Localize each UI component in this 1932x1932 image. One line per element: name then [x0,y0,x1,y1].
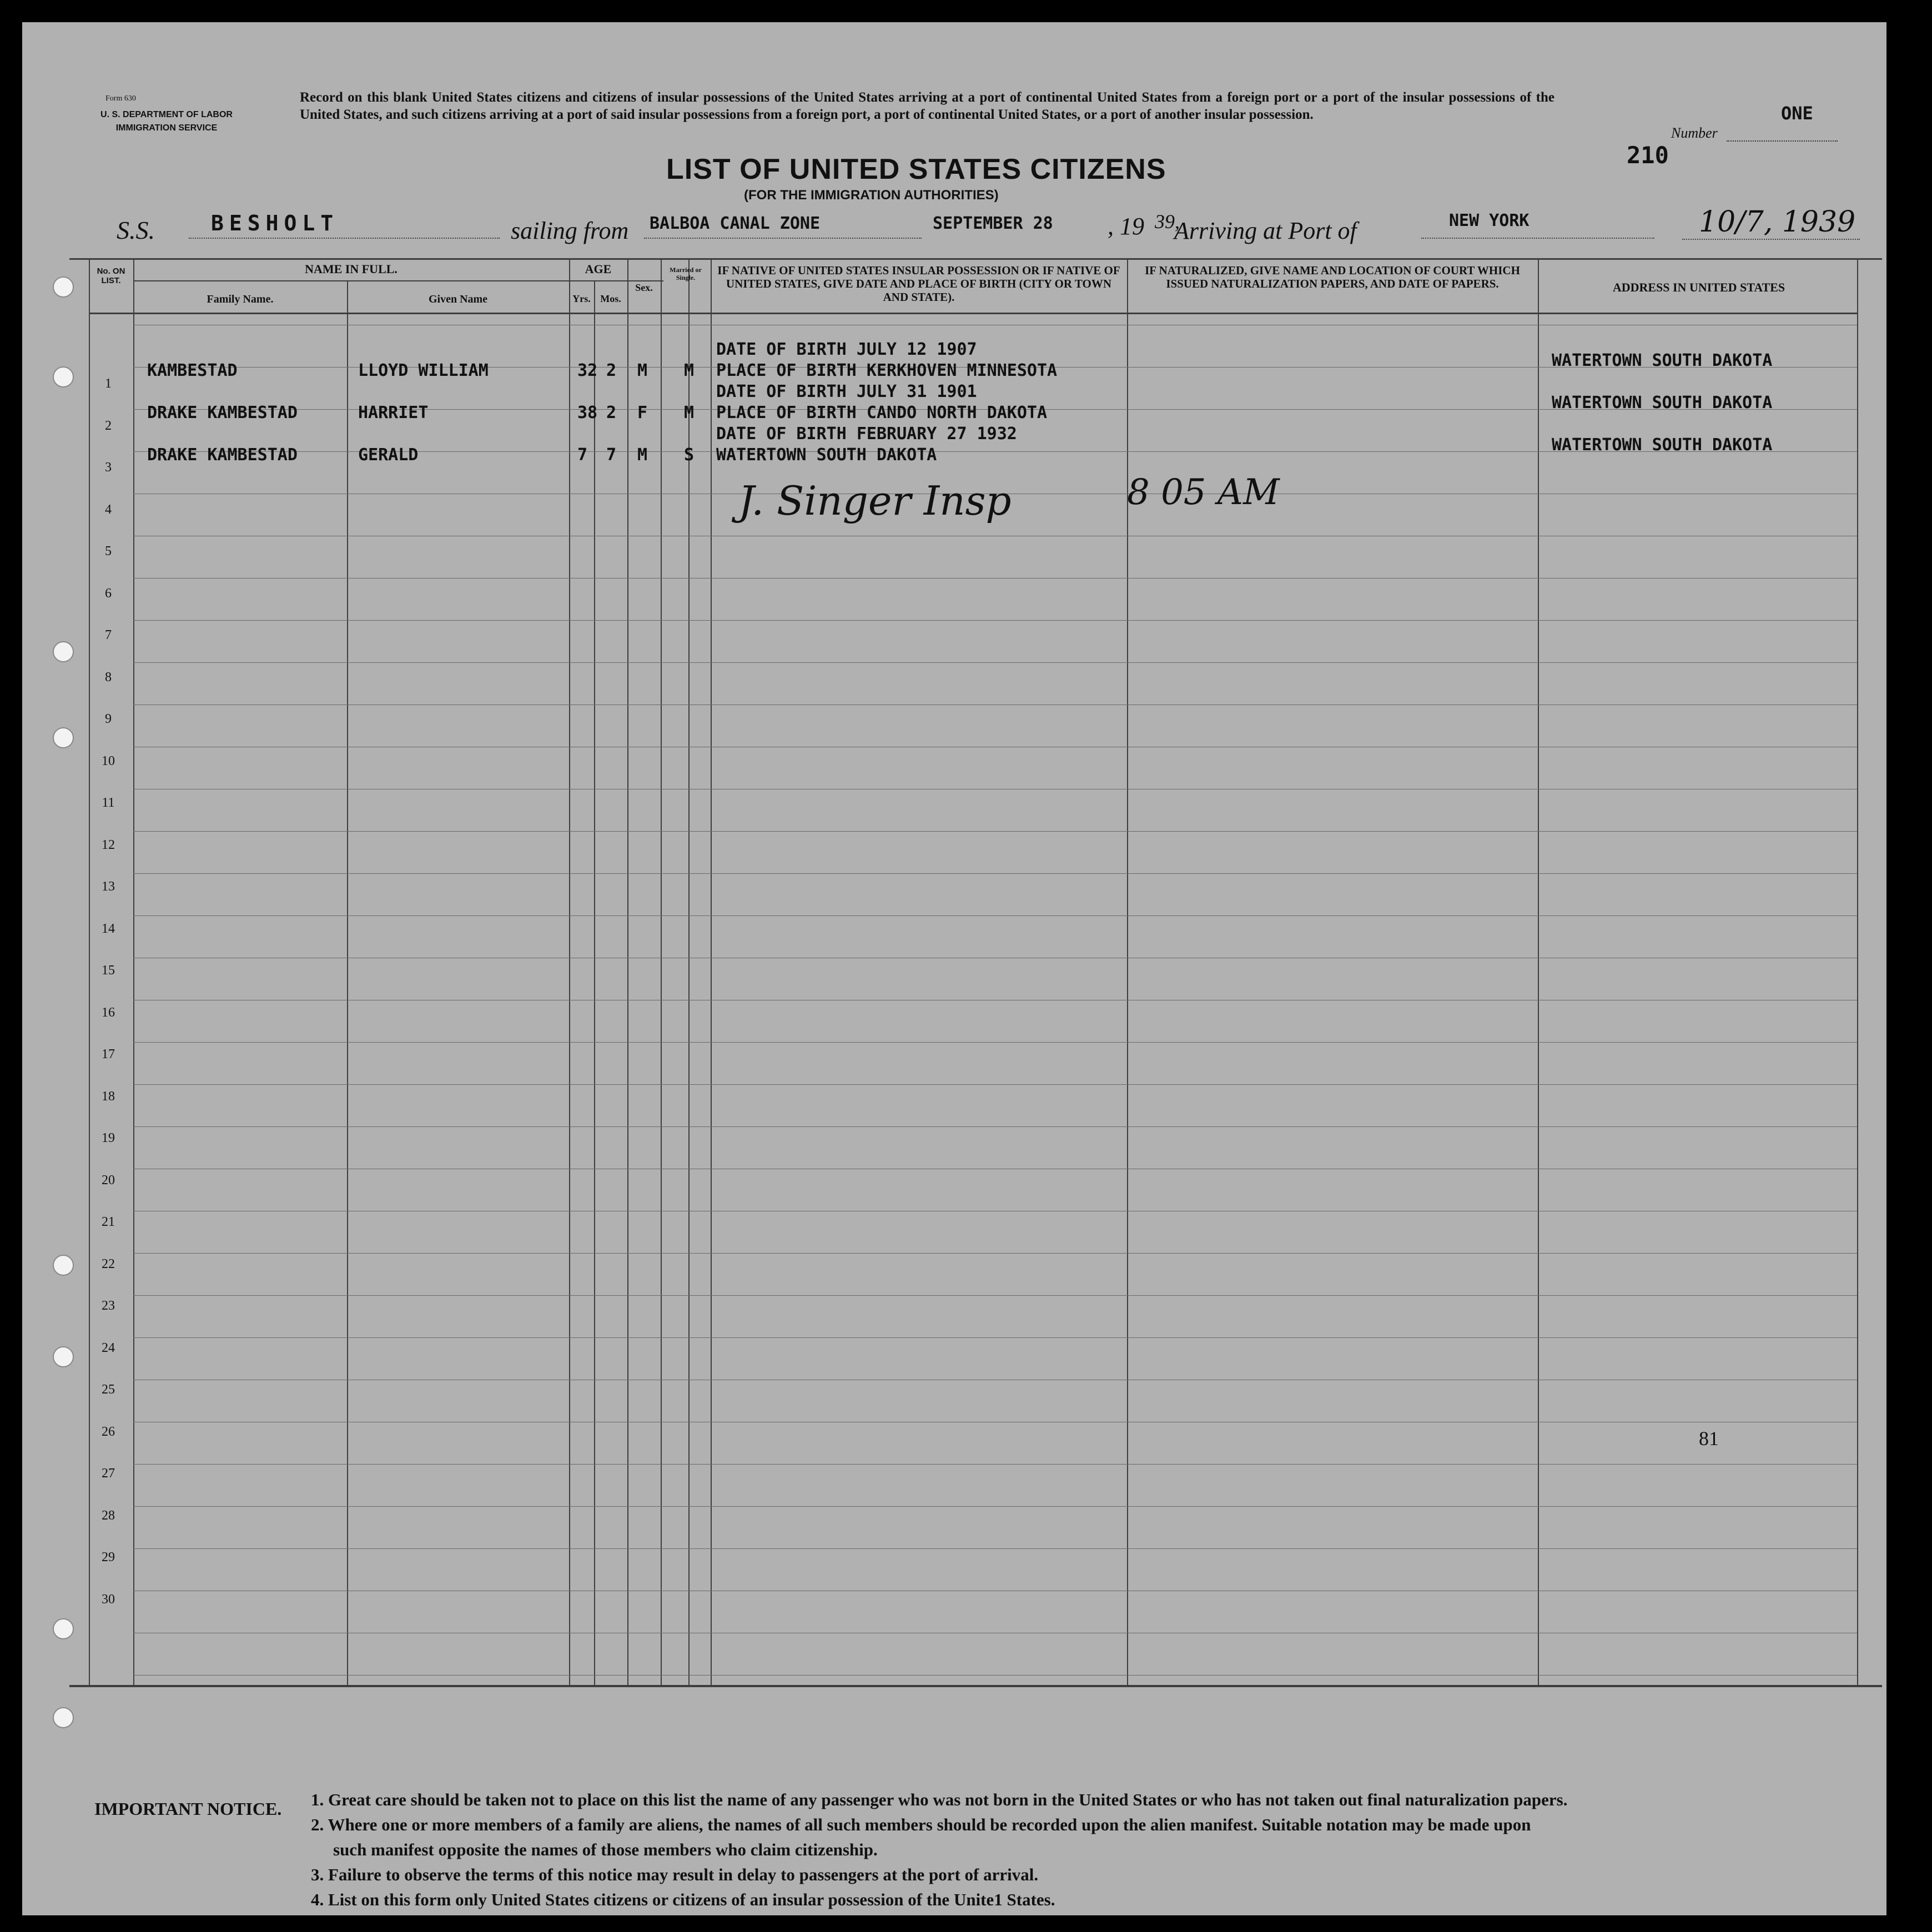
family-name-cell: DRAKE KAMBESTAD [147,403,298,422]
col-divider-ms2 [711,258,712,1685]
punch-hole [53,641,74,662]
notice-label: IMPORTANT NOTICE. [94,1799,282,1819]
col-divider-sex [661,258,662,1685]
row-number: 10 [102,753,115,768]
row-number: 30 [102,1592,115,1607]
row-number: 21 [102,1215,115,1229]
header-given-name: Given Name [428,293,488,305]
row-number: 17 [102,1047,115,1061]
col-divider-no [133,258,134,1685]
arrival-date-dotline [1682,239,1860,240]
year-prefix: , 19 [1108,213,1144,240]
row-number: 8 [105,670,112,685]
birth-place-cell: WATERTOWN SOUTH DAKOTA [716,445,937,465]
sailing-date: SEPTEMBER 28 [933,214,1053,233]
given-name-cell: HARRIET [358,403,429,422]
row-rule [133,1253,1857,1254]
row-rule [133,1675,1857,1676]
row-number: 4 [105,502,112,517]
age-months-cell: 2 [606,361,617,380]
row-number: 12 [102,837,115,852]
port-from: BALBOA CANAL ZONE [650,214,821,233]
age-months-cell: 7 [606,445,617,465]
row-number: 22 [102,1256,115,1271]
age-months-cell: 2 [606,403,617,422]
notice-item: 3. Failure to observe the terms of this notice may result in delay to passengers at the port of arrival. [311,1864,1039,1884]
row-number: 19 [102,1131,115,1145]
port-arrival: NEW YORK [1449,211,1530,230]
table-right-border [1857,258,1858,1685]
row-number: 18 [102,1089,115,1104]
marital-status-cell: M [684,403,695,422]
header-age: AGE [585,262,612,276]
page-subtitle: (FOR THE IMMIGRATION AUTHORITIES) [744,188,999,203]
family-name-cell: DRAKE KAMBESTAD [147,445,298,465]
age-years-cell: 38 [577,403,598,422]
number-value: ONE [1781,103,1813,124]
form-number: Form 630 [105,94,136,103]
address-cell: WATERTOWN SOUTH DAKOTA [1552,351,1773,370]
row-number: 15 [102,963,115,978]
punch-hole [53,276,74,298]
row-number: 13 [102,879,115,894]
row-number: 25 [102,1382,115,1397]
ship-name: BESHOLT [211,211,339,235]
birth-date-cell: DATE OF BIRTH FEBRUARY 27 1932 [716,424,1017,444]
row-number: 24 [102,1340,115,1355]
row-number: 14 [102,921,115,936]
inspector-signature: J. Singer Insp [738,477,1012,524]
marital-status-cell: M [684,361,695,380]
ss-label: S.S. [117,216,155,244]
notice-list [311,1788,1876,1913]
punch-hole [53,1346,74,1367]
header-native: IF NATIVE OF UNITED STATES INSULAR POSSESSION OR IF NATIVE OF UNITED STATES, GIVE DATE AND PLACE OF BIRTH (CITY OR TOWN AND STATE). [717,264,1120,304]
address-cell: WATERTOWN SOUTH DAKOTA [1552,393,1773,412]
row-number: 7 [105,628,112,642]
manifest-sheet [22,22,1886,1915]
family-name-cell: KAMBESTAD [147,361,238,380]
header-family-name: Family Name. [207,293,274,305]
row-number: 11 [102,796,115,810]
col-divider-given [569,258,570,1685]
col-divider-ms [688,258,690,1685]
header-mos: Mos. [600,293,621,304]
birth-date-cell: DATE OF BIRTH JULY 31 1901 [716,382,977,401]
row-number: 5 [105,544,112,559]
row-rule [133,1084,1857,1085]
row-rule [133,662,1857,663]
punch-hole [53,1707,74,1728]
row-number: 28 [102,1508,115,1523]
age-years-cell: 7 [577,445,588,465]
birth-place-cell: PLACE OF BIRTH KERKHOVEN MINNESOTA [716,361,1058,380]
row-rule [133,1126,1857,1127]
row-rule [133,1548,1857,1549]
header-bottom-border [89,313,1857,314]
birth-place-cell: PLACE OF BIRTH CANDO NORTH DAKOTA [716,403,1048,422]
given-name-cell: LLOYD WILLIAM [358,361,489,380]
row-rule [133,1042,1857,1043]
punch-hole [53,1618,74,1639]
row-number: 1 [105,376,112,391]
row-number: 9 [105,712,112,726]
col-divider-family [347,280,348,1685]
table-bottom-border [69,1685,1882,1687]
punch-hole [53,1255,74,1276]
header-naturalized: IF NATURALIZED, GIVE NAME AND LOCATION OF COURT WHICH ISSUED NATURALIZATION PAPERS, AND DATE OF PAPERS. [1145,264,1520,291]
port-arrival-dotline [1421,238,1654,239]
punch-hole [53,366,74,388]
row-number: 27 [102,1466,115,1481]
instructions-text: Record on this blank United States citizens and citizens of insular possessions of the United States arriving at a port of continental United States from a foreign port or a port of the insular possessions of the United States, and such citizens arriving at a port of said insular possessions from a foreign port, a port of continental United States, or a port of another insular possession. [300,90,1554,123]
row-number: 2 [105,418,112,433]
sex-cell: M [637,361,648,380]
row-rule [133,1464,1857,1465]
sex-cell: M [637,445,648,465]
row-rule [133,1337,1857,1338]
row-number: 6 [105,586,112,601]
row-rule [133,831,1857,832]
birth-date-cell: DATE OF BIRTH JULY 12 1907 [716,340,977,359]
notice-item: 4. List on this form only United States citizens or citizens of an insular possession of the Unite1 States. [311,1889,1055,1909]
col-divider-naturalized [1538,258,1539,1685]
inspection-time: 8 05 AM [1127,472,1280,513]
header-sex: Sex. [635,282,653,293]
row-rule [133,1506,1857,1507]
number-line [1727,140,1838,142]
age-years-cell: 32 [577,361,598,380]
header-yrs: Yrs. [572,293,591,304]
punch-hole [53,727,74,748]
row-number: 16 [102,1005,115,1020]
sex-cell: F [637,403,648,422]
notice-item: 1. Great care should be taken not to place on this list the name of any passenger who was not born in the United States or who has not taken out final naturalization papers. [311,1790,1568,1809]
row-number: 26 [102,1424,115,1439]
page-title: LIST OF UNITED STATES CITIZENS [666,153,1166,185]
address-cell: WATERTOWN SOUTH DAKOTA [1552,435,1773,455]
subheader-divider [133,280,663,281]
row-number: 20 [102,1173,115,1188]
arriving-label: Arriving at Port of [1174,217,1357,244]
col-divider-mos [627,258,628,1685]
port-from-dotline [644,238,922,239]
department-block [72,108,261,135]
notice-item: such manifest opposite the names of those members who claim citizenship. [333,1839,878,1859]
header-no-on-list: No. ON LIST. [97,266,125,286]
row-rule [133,1295,1857,1296]
marital-status-cell: S [684,445,695,465]
page-mark: 81 [1699,1427,1719,1450]
arrival-date: 10/7, 1939 [1699,205,1856,239]
year-suffix: 39, [1155,210,1180,233]
department-name: U. S. DEPARTMENT OF LABOR [100,110,233,119]
notice-item: 2. Where one or more members of a family are aliens, the names of all such members should be recorded upon the alien manifest. Suitable notation may be made upon [311,1814,1531,1834]
page-id: 210 [1627,142,1669,169]
header-married-single: Married or Single. [670,266,702,281]
col-divider-yrs [594,280,595,1685]
header-name-in-full: NAME IN FULL. [305,262,398,276]
row-rule [133,873,1857,874]
row-number: 23 [102,1299,115,1313]
row-rule [133,915,1857,916]
sailing-label: sailing from [511,217,629,244]
header-address: ADDRESS IN UNITED STATES [1612,280,1785,294]
row-number: 29 [102,1550,115,1564]
ship-dotline [189,238,500,239]
row-number: 3 [105,460,112,475]
row-rule [133,620,1857,621]
number-label: Number [1671,125,1718,141]
given-name-cell: GERALD [358,445,419,465]
service-name: IMMIGRATION SERVICE [115,123,218,133]
table-top-border [69,258,1882,260]
